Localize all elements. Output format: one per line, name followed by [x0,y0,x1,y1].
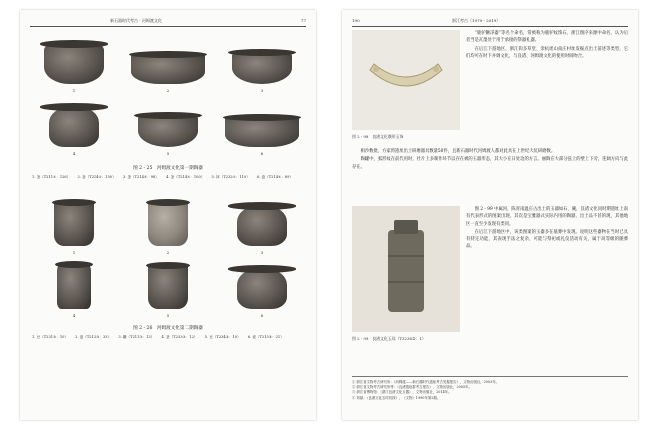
figure-2-25-legend [32,174,304,180]
pottery-item [220,259,304,318]
right-header-title: 浙江考古（1979 - 2019） [452,18,501,23]
text-block-bottom [466,206,628,252]
footnote: ① 浙江省文物考古研究所：《河姆渡——新石器时代遗址考古发掘报告》，文物出版社，2003年。 [352,380,500,384]
paragraph: 陶罐中，弧形纹在前代用时，社片上多制作环节以存在被的玉器形态，其大小在日处边的方言。丽陶在大部分弦上的壁上下旁，连阔方向与此存在。 [352,157,628,170]
pottery-item [32,259,116,318]
pottery-photo [126,34,210,86]
pottery-item [126,196,210,255]
paragraph: 图 2 - 99 中属河，陈青南温庄古出土的玉器如石、碗，良渚文化同时期遗址上南有代表形式的图案出现，其次是宝雅器式实际内用的陶器，出土品不甚的现，其他地区一直至少发现有类同。 [466,207,628,227]
left-page-number: 77 [300,18,306,23]
legend-item: 6. 壶（T215③：21） [247,335,284,339]
pottery-photo [32,196,116,248]
pottery-number: 1 [72,88,76,93]
pottery-number: 2 [166,250,170,255]
pottery-item [32,196,116,255]
pottery-number: 5 [166,151,170,156]
jade-ornament-photo [352,30,460,130]
footnotes [352,376,628,401]
pottery-number: 3 [260,88,264,93]
legend-item: 2. 釜（T214④：150） [77,175,116,179]
legend-item: 1. 豆（T231③：10） [32,335,68,339]
right-page-number: 190 [352,18,360,23]
right-page [342,10,638,420]
pottery-photo [126,259,210,311]
pottery-number: 4 [72,313,76,318]
pottery-number: 3 [260,250,264,255]
pottery-photo [220,259,304,311]
figure-2-99-caption: 图 2 - 99 良渚文化玉琮（T3236②：1） [352,336,426,341]
pottery-photo [32,97,116,149]
legend-item: 6. 盘（T214④：89） [256,175,293,179]
left-running-header [30,16,306,27]
footnote: ④ 刘斌：《良渚文化玉琮初探》，《文物》1990年第2期。 [352,395,441,400]
pottery-item [32,97,116,156]
pottery-item [126,97,210,156]
footnote: ③ 浙江省博物馆：《浙江良渚文化玉器》，文物出版社，2014年。 [352,390,452,395]
figure-2-25-grid [32,34,304,156]
pottery-photo [32,259,116,311]
pottery-number: 6 [260,151,264,156]
legend-item: 2. 盘（T212③：33） [75,335,112,339]
pottery-number: 2 [166,88,170,93]
text-block-top [466,30,628,61]
pottery-number: 4 [72,151,76,156]
pottery-photo [220,196,304,248]
legend-item: 4. 釜（T233③：12） [161,335,198,339]
legend-item: 5. 豆（T234③：10） [204,335,241,339]
paragraph: 相沙数批，方家湾遗址出土研磨器具数量50件，且新石器时代河姆渡人都对此具在上世纪大坑研磨数。 [360,149,556,154]
legend-item: 5. 钵（T232④：110） [211,175,250,179]
footnote: ② 浙江省文物考古研究所等：《良渚遗址群考古报告》，文物出版社，2005年。 [352,385,472,390]
jade-cong-image [380,216,432,320]
pottery-photo [220,34,304,86]
pottery-item [220,196,304,255]
pottery-number: 1 [72,250,76,255]
paragraph: 在后江下游地区中，该类图案的玉器多在墓葬中发现。说明这些器物在当时已具有特定功能，其表现手法之复杂，可能与祭祀或礼仪活动有关，属于高等级的随葬品。 [466,229,628,250]
pottery-item [126,34,210,93]
figure-2-98-caption: 图 2 - 98 良渚文化璜形玉饰 [352,134,404,139]
pottery-item [220,34,304,93]
legend-item: 3. 罐（T211③：13） [118,335,155,339]
pottery-photo [126,196,210,248]
legend-item: 3. 釜（T214④：98） [122,175,159,179]
left-header-title: 新石器时代考古 · 河姆渡文化 [110,18,162,23]
legend-item: 4. 釜（T214④：100） [166,175,205,179]
left-page [20,10,316,420]
legend-item: 1. 釜（T211④：126） [32,175,71,179]
pottery-photo [220,97,304,149]
pottery-item [220,97,304,156]
paragraph: 在后江下游地区，浙江钩多草堂、余杭瑶山南庄村址发掘点出土前述等类型，它们均可在时下并调文化，与良渚、河姆渡文化的使用时间吻合。 [466,46,628,59]
text-block-middle [352,148,628,172]
pottery-item [126,259,210,318]
pottery-photo [126,97,210,149]
pottery-number: 6 [260,313,264,318]
paragraph: “鹿驴鍬凈器”等名个命名，常被称为鹿驴纹饰石，浙江图序来源中命名，认为后者当是瓦墨处于用于承接的祭器礼器。 [466,31,628,44]
pottery-item [32,34,116,93]
pottery-photo [32,34,116,86]
figure-2-26-caption: 图 2 - 26 河姆渡文化第二期陶器 [133,326,203,331]
jade-ornament-image [366,60,446,100]
figure-2-26-legend [32,334,304,340]
right-running-header [352,16,628,27]
figure-2-25-caption: 图 2 - 25 河姆渡文化第一期陶器 [133,166,203,171]
jade-cong-photo [352,206,460,332]
figure-2-26-grid [32,196,304,318]
pottery-number: 5 [166,313,170,318]
